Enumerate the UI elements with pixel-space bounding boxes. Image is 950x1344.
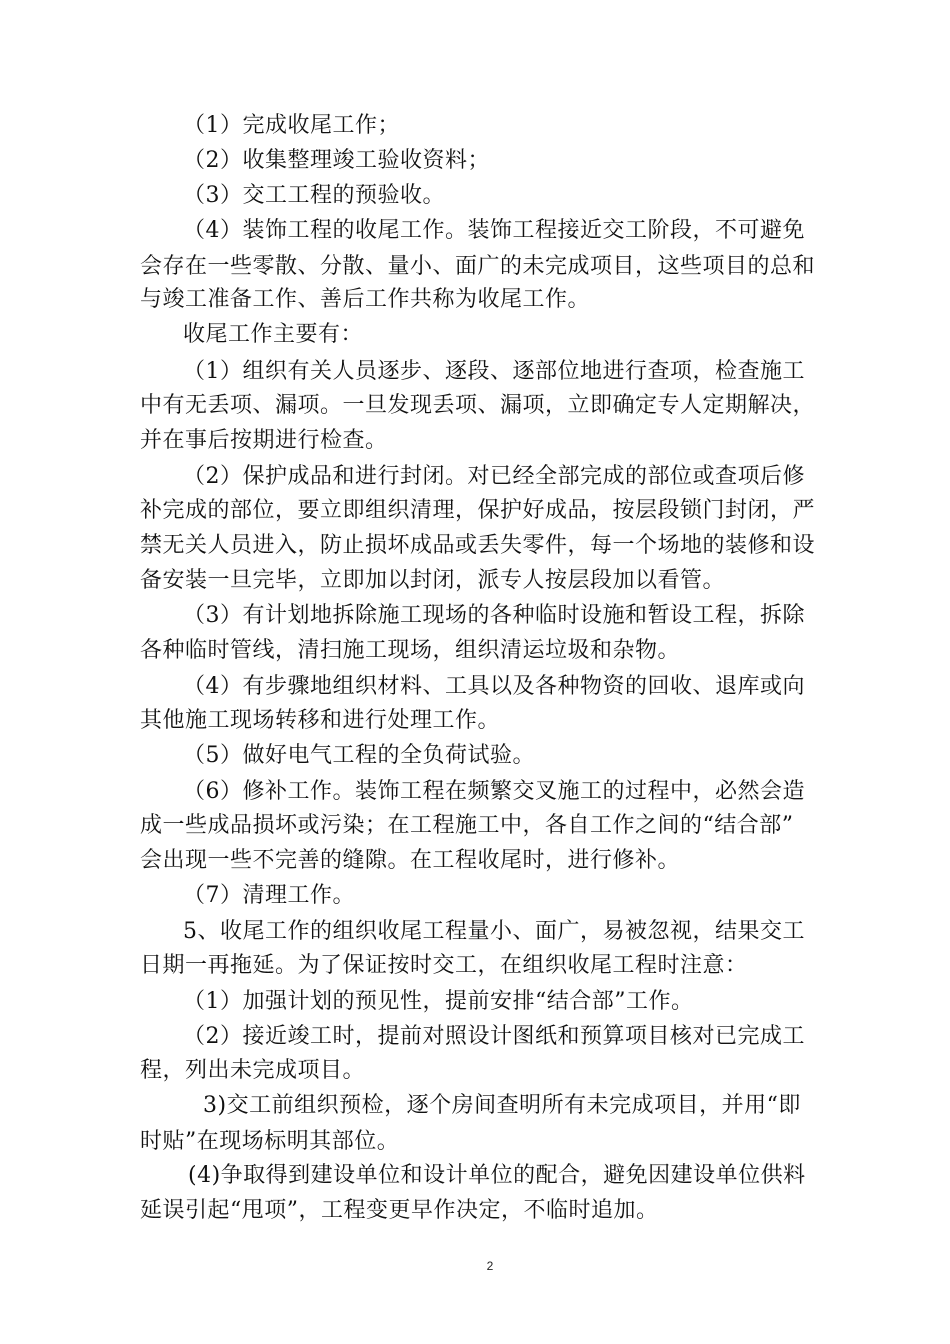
text-line: 备安装一旦完毕，立即加以封闭，派专人按层段加以看管。 <box>140 568 726 593</box>
text-line: 延误引起“甩项”，工程变更早作决定，不临时追加。 <box>140 1198 659 1223</box>
text-line: （4）有步骤地组织材料、工具以及各种物资的回收、退库或向 <box>183 674 805 699</box>
text-line: （2）接近竣工时，提前对照设计图纸和预算项目核对已完成工 <box>183 1024 805 1049</box>
text-line: 收尾工作主要有： <box>183 322 364 347</box>
text-line: （1）加强计划的预见性，提前安排“结合部”工作。 <box>183 989 694 1014</box>
text-line: 时贴”在现场标明其部位。 <box>140 1129 400 1154</box>
text-line: 中有无丢项、漏项。一旦发现丢项、漏项，立即确定专人定期解决， <box>140 393 816 418</box>
text-line: （4）装饰工程的收尾工作。装饰工程接近交工阶段，不可避免 <box>183 218 805 243</box>
text-line: 3)交工前组织预检，逐个房间查明所有未完成项目，并用“即 <box>203 1093 801 1118</box>
text-line: 会出现一些不完善的缝隙。在工程收尾时，进行修补。 <box>140 848 681 873</box>
text-line: 日期一再拖延。为了保证按时交工，在组织收尾工程时注意： <box>140 953 748 978</box>
text-line: （2）收集整理竣工验收资料； <box>183 148 490 173</box>
text-line: （3）有计划地拆除施工现场的各种临时设施和暂设工程，拆除 <box>183 603 805 628</box>
text-line: 各种临时管线，清扫施工现场，组织清运垃圾和杂物。 <box>140 638 681 663</box>
text-line: 其他施工现场转移和进行处理工作。 <box>140 708 501 733</box>
text-line: （7）清理工作。 <box>183 883 355 908</box>
text-line: 与竣工准备工作、善后工作共称为收尾工作。 <box>140 287 591 312</box>
page-number: 2 <box>486 1259 494 1273</box>
text-line: 会存在一些零散、分散、量小、面广的未完成项目，这些项目的总和 <box>140 254 816 279</box>
text-line: 补完成的部位，要立即组织清理，保护好成品，按层段锁门封闭，严 <box>140 498 816 523</box>
text-line: (4)争取得到建设单位和设计单位的配合，避免因建设单位供料 <box>188 1163 806 1188</box>
text-line: 程，列出未完成项目。 <box>140 1058 366 1083</box>
text-line: （6）修补工作。装饰工程在频繁交叉施工的过程中，必然会造 <box>183 779 805 804</box>
text-line: （1）完成收尾工作； <box>183 113 400 138</box>
text-line: （1）组织有关人员逐步、逐段、逐部位地进行查项，检查施工 <box>183 359 805 384</box>
text-line: （3）交工工程的预验收。 <box>183 183 445 208</box>
text-line: （5）做好电气工程的全负荷试验。 <box>183 743 535 768</box>
text-line: （2）保护成品和进行封闭。对已经全部完成的部位或查项后修 <box>183 464 805 489</box>
text-line: 5、收尾工作的组织收尾工程量小、面广，易被忽视，结果交工 <box>183 919 805 944</box>
text-line: 并在事后按期进行检查。 <box>140 428 388 453</box>
text-line: 禁无关人员进入，防止损坏成品或丢失零件，每一个场地的装修和设 <box>140 533 816 558</box>
text-line: 成一些成品损坏或污染；在工程施工中，各自工作之间的“结合部” <box>140 813 794 838</box>
